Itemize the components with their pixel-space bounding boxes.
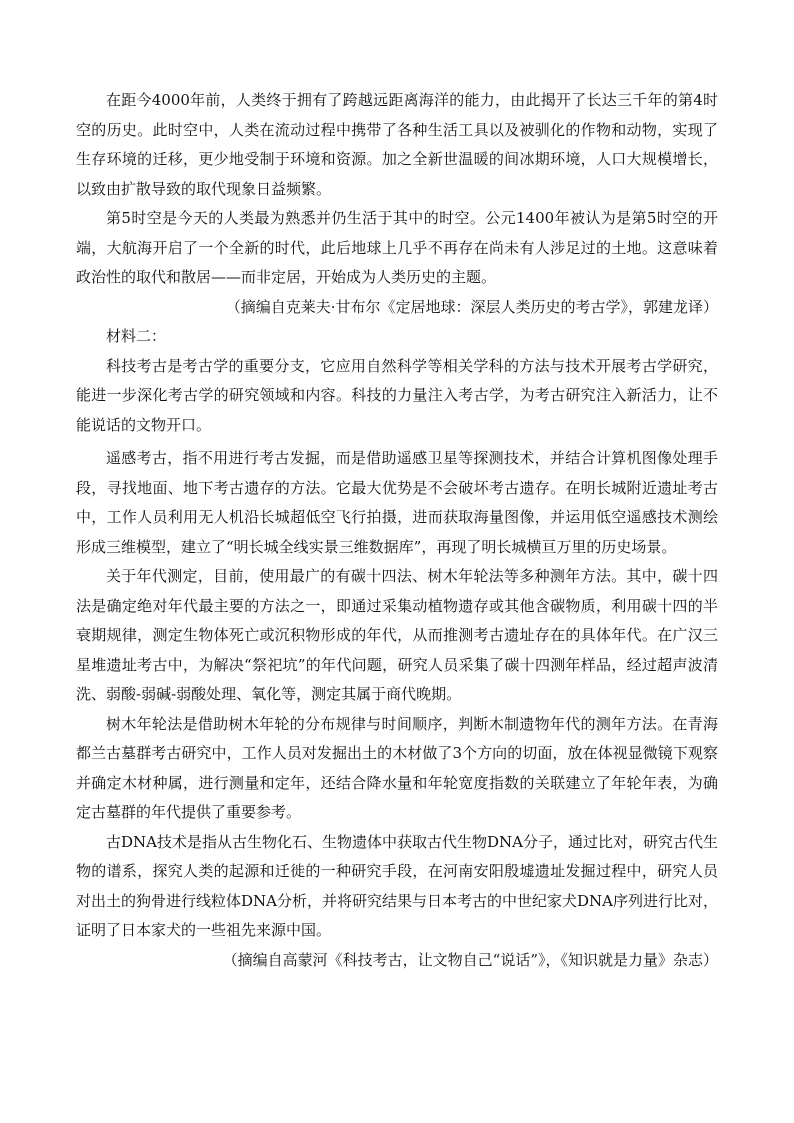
source-citation-material-two: （摘编自高蒙河《科技考古，让文物自己“说话”》，《知识就是力量》杂志）	[222, 950, 718, 969]
source-citation-material-one: （摘编自克莱夫·甘布尔《定居地球：深层人类历史的考古学》，郭建龙译）	[225, 297, 718, 316]
paragraph-remote-sensing: 遥感考古，指不用进行考古发掘，而是借助遥感卫星等探测技术，并结合计算机图像处理手段，寻找地面、地下考古遗存的方法。它最大优势是不会破坏考古遗存。在明长城附近遗址考古中，工作人员利用无人机沿长城超低空飞行拍摄，进而获取海量图像，并运用低空遥感技术测绘形成三维模型，建立了“明长城全线实景三维数据库”，再现了明长城横亘万里的历史场景。	[76, 449, 718, 556]
paragraph-dating-methods: 关于年代测定，目前，使用最广的有碳十四法、树木年轮法等多种测年方法。其中，碳十四法是确定绝对年代最主要的方法之一，即通过采集动植物遗存或其他含碳物质，利用碳十四的半衰期规律，测定生物体死亡或沉积物形成的年代，从而推测考古遗址存在的具体年代。在广汉三星堆遗址考古中，为解决“祭祀坑”的年代问题，研究人员采集了碳十四测年样品，经过超声波清洗、弱酸-弱碱-弱酸处理、氧化等，测定其属于商代晚期。	[76, 567, 718, 703]
material-two-heading: 材料二：	[106, 327, 167, 345]
paragraph-4th-spacetime: 在距今4000年前，人类终于拥有了跨越远距离海洋的能力，由此揭开了长达三千年的第4时空的历史。此时空中，人类在流动过程中携带了各种生活工具以及被驯化的作物和动物，实现了生存环境的迁移，更少地受制于环境和资源。加之全新世温暖的间冰期环境，人口大规模增长，以致由扩散导致的取代现象日益频繁。	[76, 91, 718, 198]
paragraph-tech-archaeology: 科技考古是考古学的重要分支，它应用自然科学等相关学科的方法与技术开展考古学研究，能进一步深化考古学的研究领域和内容。科技的力量注入考古学，为考古研究注入新活力，让不能说话的文物开口。	[76, 356, 718, 434]
paragraph-ancient-dna: 古DNA技术是指从古生物化石、生物遗体中获取古代生物DNA分子，通过比对，研究古代生物的谱系，探究人类的起源和迁徙的一种研究手段，在河南安阳殷墟遗址发掘过程中，研究人员对出土的狗骨进行线粒体DNA分析，并将研究结果与日本考古的中世纪家犬DNA序列进行比对，证明了日本家犬的一些祖先来源中国。	[76, 832, 718, 939]
document-page	[76, 86, 718, 975]
paragraph-tree-ring: 树木年轮法是借助树木年轮的分布规律与时间顺序，判断木制遗物年代的测年方法。在青海都兰古墓群考古研究中，工作人员对发掘出土的木材做了3个方向的切面，放在体视显微镜下观察并确定木材种属，进行测量和定年，还结合降水量和年轮宽度指数的关联建立了年轮年表，为确定古墓群的年代提供了重要参考。	[76, 714, 718, 821]
paragraph-5th-spacetime: 第5时空是今天的人类最为熟悉并仍生活于其中的时空。公元1400年被认为是第5时空的开端，大航海开启了一个全新的时代，此后地球上几乎不再存在尚未有人涉足过的土地。这意味着政治性的取代和散居——而非定居，开始成为人类历史的主题。	[76, 209, 718, 286]
